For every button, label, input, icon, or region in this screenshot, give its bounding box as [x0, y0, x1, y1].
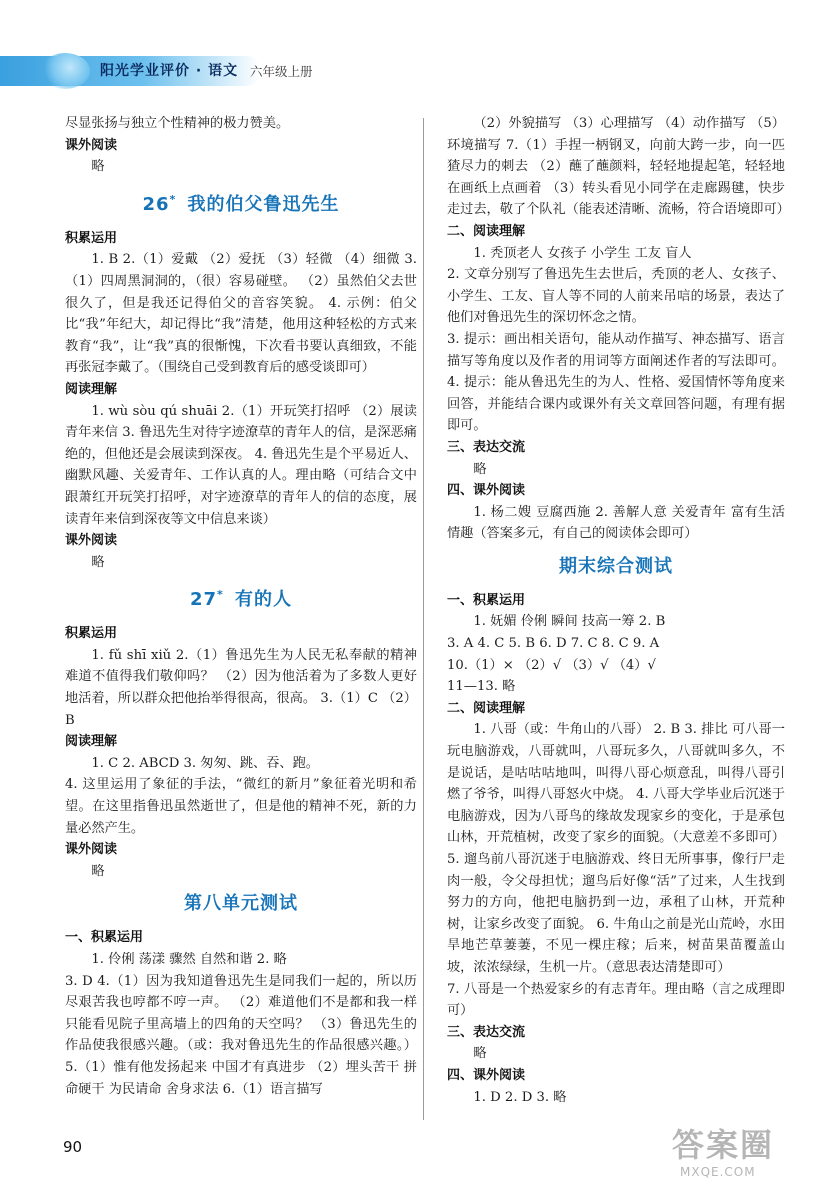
section-heading: 积累运用 — [65, 230, 118, 246]
header-decoration — [40, 53, 90, 89]
section-heading: 三、表达交流 — [447, 439, 526, 455]
paragraph: 1. D 2. D 3. 略 — [473, 1089, 567, 1105]
lesson-name: 我的伯父鲁迅先生 — [187, 193, 340, 215]
paragraph: 1. wù sòu qú shuāi 2.（1）开玩笑打招呼 （2）展读青年来信 3. 鲁迅先生对待字迹潦草的青年人的信，是深恶痛绝的，但他还是会展读到深夜。 4. 鲁迅先生是个平易近人、幽默风趣、关爱青年、工作认真的人。理由略（可结合文中跟萧红开玩笑打招呼，对字迹潦草的青年人的信的态度，展读青年来信到深夜等文中信息来谈） — [65, 403, 417, 527]
column-divider — [423, 118, 424, 1120]
section-heading: 积累运用 — [65, 626, 118, 642]
answer-line: 略 — [473, 1046, 487, 1062]
paragraph: 11—13. 略 — [447, 679, 516, 695]
section-heading: 四、课外阅读 — [447, 1067, 526, 1083]
paragraph: 4. 这里运用了象征的手法，“微红的新月”象征着光明和希望。在这里指鲁迅虽然逝世了，但是他的精神不死，新的力量必然产生。 — [65, 777, 417, 836]
section-heading: 四、课外阅读 — [447, 483, 526, 499]
answer-line: 略 — [91, 863, 105, 879]
section-heading: 三、表达交流 — [447, 1024, 526, 1040]
paragraph: 1. 妩媚 伶俐 瞬间 技高一筹 2. B — [473, 614, 666, 630]
header-series: 阳光学业评价 · 语文 — [100, 63, 239, 79]
section-heading: 阅读理解 — [65, 734, 118, 750]
unit-test-title: 第八单元测试 — [184, 893, 298, 915]
section-heading: 阅读理解 — [65, 381, 118, 397]
paragraph: 2. 文章分别写了鲁迅先生去世后，秃顶的老人、女孩子、小学生、工友、盲人等不同的人前来吊唁的场景，表达了他们对鲁迅先生的深切怀念之情。 — [447, 267, 785, 326]
lesson-mark: * — [217, 588, 224, 602]
header-grade: 六年级上册 — [250, 64, 313, 79]
lesson-number: 27 — [189, 589, 217, 611]
section-heading: 二、阅读理解 — [447, 223, 526, 239]
lesson-mark: * — [169, 192, 177, 206]
section-heading: 课外阅读 — [65, 533, 118, 549]
lesson-title-26 — [65, 187, 417, 218]
section-heading: 一、积累运用 — [65, 930, 144, 946]
lesson-number: 26 — [142, 193, 170, 215]
final-test-title: 期末综合测试 — [559, 555, 673, 577]
paragraph: 1. 秃顶老人 女孩子 小学生 工友 盲人 — [473, 245, 692, 261]
watermark — [672, 1125, 802, 1195]
paragraph: 10.（1）× （2）√ （3）√ （4）√ — [447, 657, 656, 673]
paragraph: 1. fǔ shī xiǔ 2.（1）鲁迅先生为人民无私奉献的精神难道不值得我们敬仰吗？ （2）因为他活着为了多数人更好地活着，所以群众把他抬举得很高，很高。 3.（1）C （2）B — [65, 647, 417, 728]
page-number: 90 — [63, 1138, 83, 1156]
paragraph: 7. 八哥是一个热爱家乡的有志青年。理由略（言之成理即可） — [447, 981, 785, 1019]
paragraph: 3. D 4.（1）因为我知道鲁迅先生是同我们一起的，所以历尽艰苦我也哼都不哼一声。 （2）难道他们不是都和我一样只能看见院子里高墙上的四角的天空吗？ （3）鲁迅先生的作品使我很感兴趣。（或：我对鲁迅先生的作品很感兴趣。） 5.（1）惟有他发扬起来 中国才有真进步 （2）埋头苦干 拼命硬干 为民请命 舍身求法 6.（1）语言描写 — [65, 973, 417, 1097]
lesson-name: 有的人 — [235, 589, 293, 611]
paragraph: 3. 提示：画出相关语句，能从动作描写、神态描写、语言描写等角度以及作者的用词等方面阐述作者的写法即可。 4. 提示：能从鲁迅先生的为人、性格、爱国情怀等角度来回答，并能结合课内或课外有关文章回答问题，有理有据即可。 — [447, 331, 785, 434]
paragraph: 1. 伶俐 荡漾 骤然 自然和谐 2. 略 — [91, 952, 287, 967]
section-heading: 课外阅读 — [65, 137, 118, 153]
answer-line: 略 — [473, 461, 487, 477]
answer-line: 略 — [91, 554, 105, 570]
section-heading: 课外阅读 — [65, 842, 118, 858]
section-heading: 一、积累运用 — [447, 592, 526, 608]
left-column — [65, 113, 417, 1100]
paragraph: 3. A 4. C 5. B 6. D 7. C 8. C 9. A — [447, 636, 660, 652]
lesson-title-27 — [65, 582, 417, 613]
paragraph: （2）外貌描写 （3）心理描写 （4）动作描写 （5）环境描写 7.（1）手捏一柄钢叉，向前大跨一步，向一匹猹尽力的刺去 （2）蘸了蘸颜料，轻轻地提起笔，轻轻地在画纸上点画着 （3）转头看见小同学在走廊踢毽，快步走过去，敬了个队礼（能表述清晰、流畅，符合语境即可） — [447, 116, 790, 218]
paragraph: 1. 八哥（或：牛角山的八哥） 2. B 3. 排比 可八哥一玩电脑游戏，八哥就叫，八哥玩多久，八哥就叫多久，不是说话，是咕咕咕地叫，叫得八哥心烦意乱，叫得八哥引燃了爷爷，叫得八哥怒火中烧。 4. 八哥大学毕业后沉迷于电脑游戏，因为八哥鸟的缘故发现家乡的变化，于是承包山林，开荒植树，改变了家乡的面貌。（大意差不多即可） 5. 遛鸟前八哥沉迷于电脑游戏、终日无所事事，像行尸走肉一般，令父母担忧；遛鸟后好像“活”了过来，人生找到努力的方向，他把电脑扔到一边，承租了山林，开荒种树，让家乡改变了面貌。 6. 牛角山之前是光山荒岭，水田旱地芒草萋萋，不见一棵庄稼；后来，树苗果苗覆盖山坡，浓浓绿绿，生机一片。（意思表达清楚即可） — [447, 722, 785, 975]
watermark-logo: 答案圈 — [672, 1126, 775, 1164]
answer-line: 略 — [91, 159, 105, 175]
paragraph: 尽显张扬与独立个性精神的极力赞美。 — [65, 116, 290, 131]
section-heading: 二、阅读理解 — [447, 700, 526, 716]
paragraph: 1. 杨二嫂 豆腐西施 2. 善解人意 关爱青年 富有生活情趣（答案多元，有自己的阅读体会即可） — [447, 504, 785, 542]
paragraph: 1. C 2. ABCD 3. 匆匆、跳、吞、跑。 — [91, 755, 319, 771]
paragraph: 1. B 2.（1）爱戴 （2）爱抚 （3）轻微 （4）细微 3.（1）四周黑洞洞的，（很）容易碰壁。 （2）虽然伯父去世很久了，但是我还记得伯父的音容笑貌。 4. 示例：伯父比“我”年纪大，却记得比“我”清楚，他用这种轻松的方式来教育“我”，让“我”真的很惭愧，下次看书要认真细致，不能再张冠李戴了。（围绕自己受到教育后的感受谈即可） — [65, 252, 417, 376]
watermark-url: MXQE.COM — [680, 1165, 756, 1179]
right-column — [447, 113, 790, 1108]
